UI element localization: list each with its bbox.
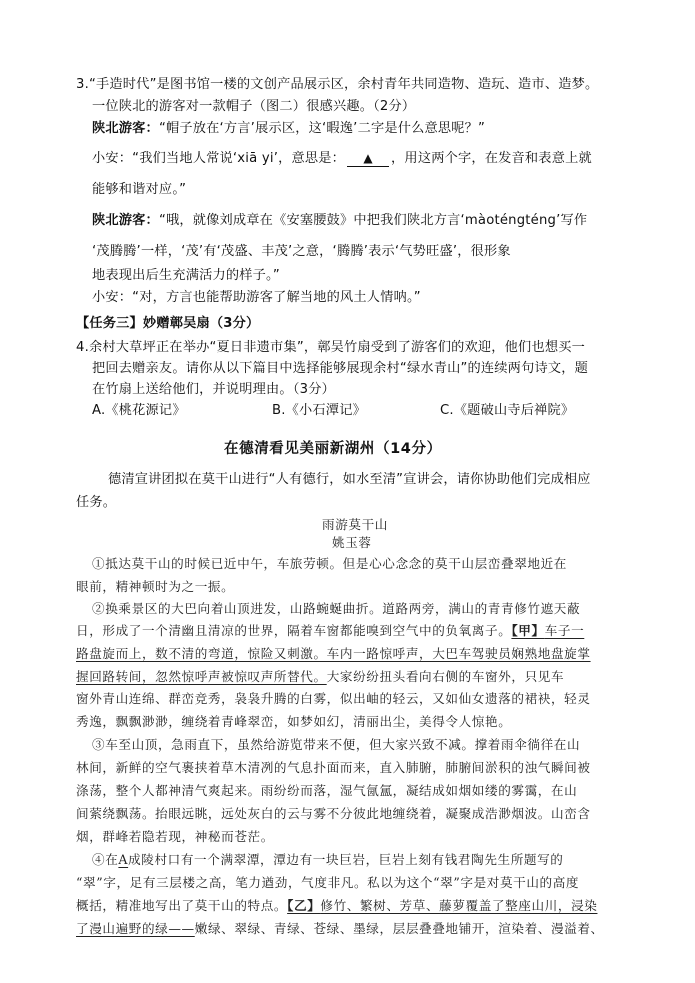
p4-line1-text: 成陵村口有一个满翠潭，潭边有一块巨岩，巨岩上刻有钱君陶先生所题写的	[128, 852, 564, 867]
paragraph-1-line1: ①抵达莫干山的时候已近中午，车旅劳顿。但是心心念念的莫干山层峦叠翠地近在	[92, 556, 567, 571]
option-b: B.《小石潭记》	[272, 403, 366, 418]
q4-line1: 4.余村大草坪正在举办“夏日非遗市集”，鄣吴竹扇受到了游客们的欢迎，他们也想买一	[76, 340, 585, 355]
q3-line2: 一位陕北的游客对一款帽子（图二）很感兴趣。（2分）	[92, 99, 416, 114]
p2-line2-underlined: 车子一	[544, 623, 585, 638]
p4-line4-underlined: 了漫山遍野的绿——	[76, 921, 195, 936]
dialogue-2	[92, 150, 592, 168]
speaker-shaanbei-visitor-2: 陕北游客：	[92, 213, 159, 228]
p2-line2-text: 日，形成了一个清幽且清凉的世界，隔着车窗都能嗅到空气中的负氧离子。	[76, 623, 512, 638]
dialogue-3-line3: 地表现出后生充满活力的样子。”	[92, 268, 280, 283]
task3-heading: 【任务三】妙赠鄣吴扇（3分）	[76, 316, 260, 331]
speaker-xiaoan-2: 小安：	[92, 290, 133, 305]
p4-line1-start: ④在	[92, 852, 119, 867]
triangle-marker-icon: ▲	[363, 151, 373, 165]
dialogue-1	[92, 120, 485, 138]
q4-line3: 在竹扇上送给他们，并说明理由。（3分）	[92, 382, 335, 397]
dialogue-2-text-b: ，用这两个字，在发音和表意上就	[391, 151, 592, 166]
paragraph-3-line3: 涤荡，整个人都神清气爽起来。雨纷纷而落，湿气氤氲，凝结成如烟如缕的雾霭，在山	[76, 783, 578, 798]
dialogue-1-text: “帽子放在‘方言’展示区，这‘暇逸’二字是什么意思呢？”	[158, 121, 486, 136]
p2-line4-underlined: 握回路转间，忽然惊呼声被惊叹声所替代。	[76, 669, 327, 684]
paragraph-3-line4: 间萦绕飘荡。抬眼远眺，远处灰白的云与雾不分彼此地缠绕着，凝聚成浩渺烟波。山峦含	[76, 806, 591, 821]
option-a: A.《桃花源记》	[92, 403, 186, 418]
paragraph-2-line1: ②换乘景区的大巴向着山顶进发，山路蜿蜒曲折。道路两旁，满山的青青修竹遮天蔽	[92, 601, 581, 616]
section-intro-line2: 任务。	[76, 495, 117, 510]
paragraph-2-line5: 窗外青山连绵、群峦竞秀，袅袅升腾的白雾，似出岫的轻云，又如仙女遗落的裙袂，轻灵	[76, 691, 591, 706]
q4-line2: 把回去赠亲友。请你从以下篇目中选择能够展现余村“绿水青山”的连续两句诗文，题	[92, 361, 589, 376]
section-title: 在德清看见美丽新湖州（14分）	[224, 441, 442, 457]
p2-line4-text: 大家纷纷扭头看向右侧的车窗外，只见车	[326, 669, 565, 684]
p4-line4-text: 嫩绿、翠绿、青绿、苍绿、墨绿，层层叠叠地铺开，渲染着、漫溢着、	[194, 921, 604, 936]
dialogue-3-line2: ‘茂腾腾’一样，‘茂’有‘茂盛、丰茂’之意，‘腾腾’表示‘气势旺盛’，很形象	[92, 244, 511, 259]
paragraph-1-line2: 眼前，精神顿时为之一振。	[76, 579, 235, 594]
article-title: 雨游莫干山	[322, 517, 388, 532]
paragraph-4-line3	[76, 897, 597, 915]
paragraph-2-line3: 路盘旋而上，数不清的弯道，惊险又刺激。车内一路惊呼声，大巴车驾驶员娴熟地盘旋掌	[76, 646, 591, 661]
paragraph-3-line5: 烟，群峰若隐若现，神秘而苍茫。	[76, 829, 274, 844]
paragraph-2-line2	[76, 622, 584, 640]
marker-a: A	[118, 852, 129, 867]
option-c: C.《题破山寺后禅院》	[440, 403, 575, 418]
marker-jia: 【甲】	[511, 623, 545, 638]
dialogue-3	[92, 212, 587, 230]
section-intro-line1: 德清宣讲团拟在莫干山进行“人有德行，如水至清”宣讲会，请你协助他们完成相应	[108, 472, 591, 487]
answer-blank[interactable]	[347, 151, 389, 167]
speaker-xiaoan: 小安：	[92, 151, 133, 166]
dialogue-2-line2: 能够和谐对应。”	[92, 182, 187, 197]
paragraph-4-line4	[76, 920, 604, 938]
speaker-shaanbei-visitor: 陕北游客：	[92, 121, 159, 136]
paragraph-4-line2: “翠”字，足有三层楼之高，笔力遒劲，气度非凡。私以为这个“翠”字是对莫干山的高度	[76, 875, 580, 890]
q3-line1: 3.“手造时代”是图书馆一楼的文创产品展示区，余村青年共同造物、造玩、造市、造梦。	[76, 77, 599, 92]
dialogue-4-text: “对，方言也能帮助游客了解当地的风土人情呐。”	[132, 290, 421, 305]
paragraph-2-line4	[76, 668, 564, 686]
article-author: 姚玉蓉	[332, 535, 372, 550]
marker-yi: 【乙】	[287, 898, 321, 913]
paragraph-2-line6: 秀逸，飘飘渺渺，缠绕着青峰翠峦，如梦如幻，清丽出尘，美得令人惊艳。	[76, 714, 512, 729]
p4-line3-underlined: 修竹、繁树、芳草、藤萝覆盖了整座山川，浸染	[320, 898, 598, 913]
paragraph-3-line2: 林间，新鲜的空气裹挟着草木清冽的气息扑面而来，直入肺腑，肺腑间淤积的浊气瞬间被	[76, 760, 591, 775]
paragraph-4-line1	[92, 851, 564, 869]
dialogue-3-line1: “哦，就像刘成章在《安塞腰鼓》中把我们陕北方言‘màoténgténg’写作	[158, 213, 588, 228]
paragraph-3-line1: ③车至山顶，急雨直下，虽然给游览带来不便，但大家兴致不减。撑着雨伞徜徉在山	[92, 737, 581, 752]
p4-line3-text: 概括，精准地写出了莫干山的特点。	[76, 898, 288, 913]
dialogue-4	[92, 289, 421, 307]
dialogue-2-text-a: “我们当地人常说‘xiā yi’，意思是：	[132, 151, 346, 166]
